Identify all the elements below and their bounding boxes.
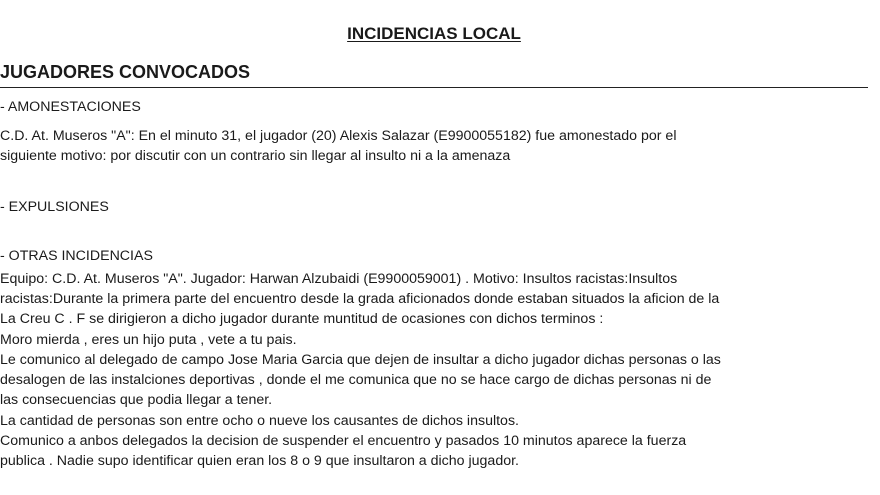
section-heading: JUGADORES CONVOCADOS [0,62,251,82]
incidencia-line-4: Moro mierda , eres un hijo puta , vete a tu pais. [0,332,297,348]
expulsiones-label: - EXPULSIONES [0,199,109,215]
incidencia-line-9: Comunico a anbos delegados la decision de suspender el encuentro y pasados 10 minutos aparece la fuerza [0,433,687,449]
amonestaciones-label: - AMONESTACIONES [0,99,141,115]
amonestacion-line-2: siguiente motivo: por discutir con un contrario sin llegar al insulto ni a la amenaza [0,148,511,164]
amonestacion-line-1: C.D. At. Museros "A": En el minuto 31, el jugador (20) Alexis Salazar (E9900055182) fue amonestado por el [0,128,677,144]
incidencia-line-5: Le comunico al delegado de campo Jose Maria Garcia que dejen de insultar a dicho jugador dichas personas o las [0,352,721,368]
incidencia-line-1: Equipo: C.D. At. Museros "A". Jugador: Harwan Alzubaidi (E9900059001) . Motivo: Insultos racistas:Insultos [0,271,678,287]
incidencia-line-2: racistas:Durante la primera parte del encuentro desde la grada aficionados donde estaban situados la aficion de la [0,291,720,307]
heading-divider [0,87,868,88]
incidencia-line-3: La Creu C . F se dirigieron a dicho jugador durante muntitud de ocasiones con dichos terminos : [0,311,604,327]
otras-incidencias-label: - OTRAS INCIDENCIAS [0,248,153,264]
incidencia-line-6: desalogen de las instalciones deportivas , donde el me comunica que no se hace cargo de dichas personas ni de [0,372,712,388]
incidencia-line-10: publica . Nadie supo identificar quien eran los 8 o 9 que insultaron a dicho jugador. [0,453,519,469]
incidencia-line-7: las consecuencias que podia llegar a tener. [0,392,273,408]
incidencia-line-8: La cantidad de personas son entre ocho o nueve los causantes de dichos insultos. [0,413,519,429]
document-title-text: INCIDENCIAS LOCAL [347,24,521,43]
document-title [0,23,868,45]
